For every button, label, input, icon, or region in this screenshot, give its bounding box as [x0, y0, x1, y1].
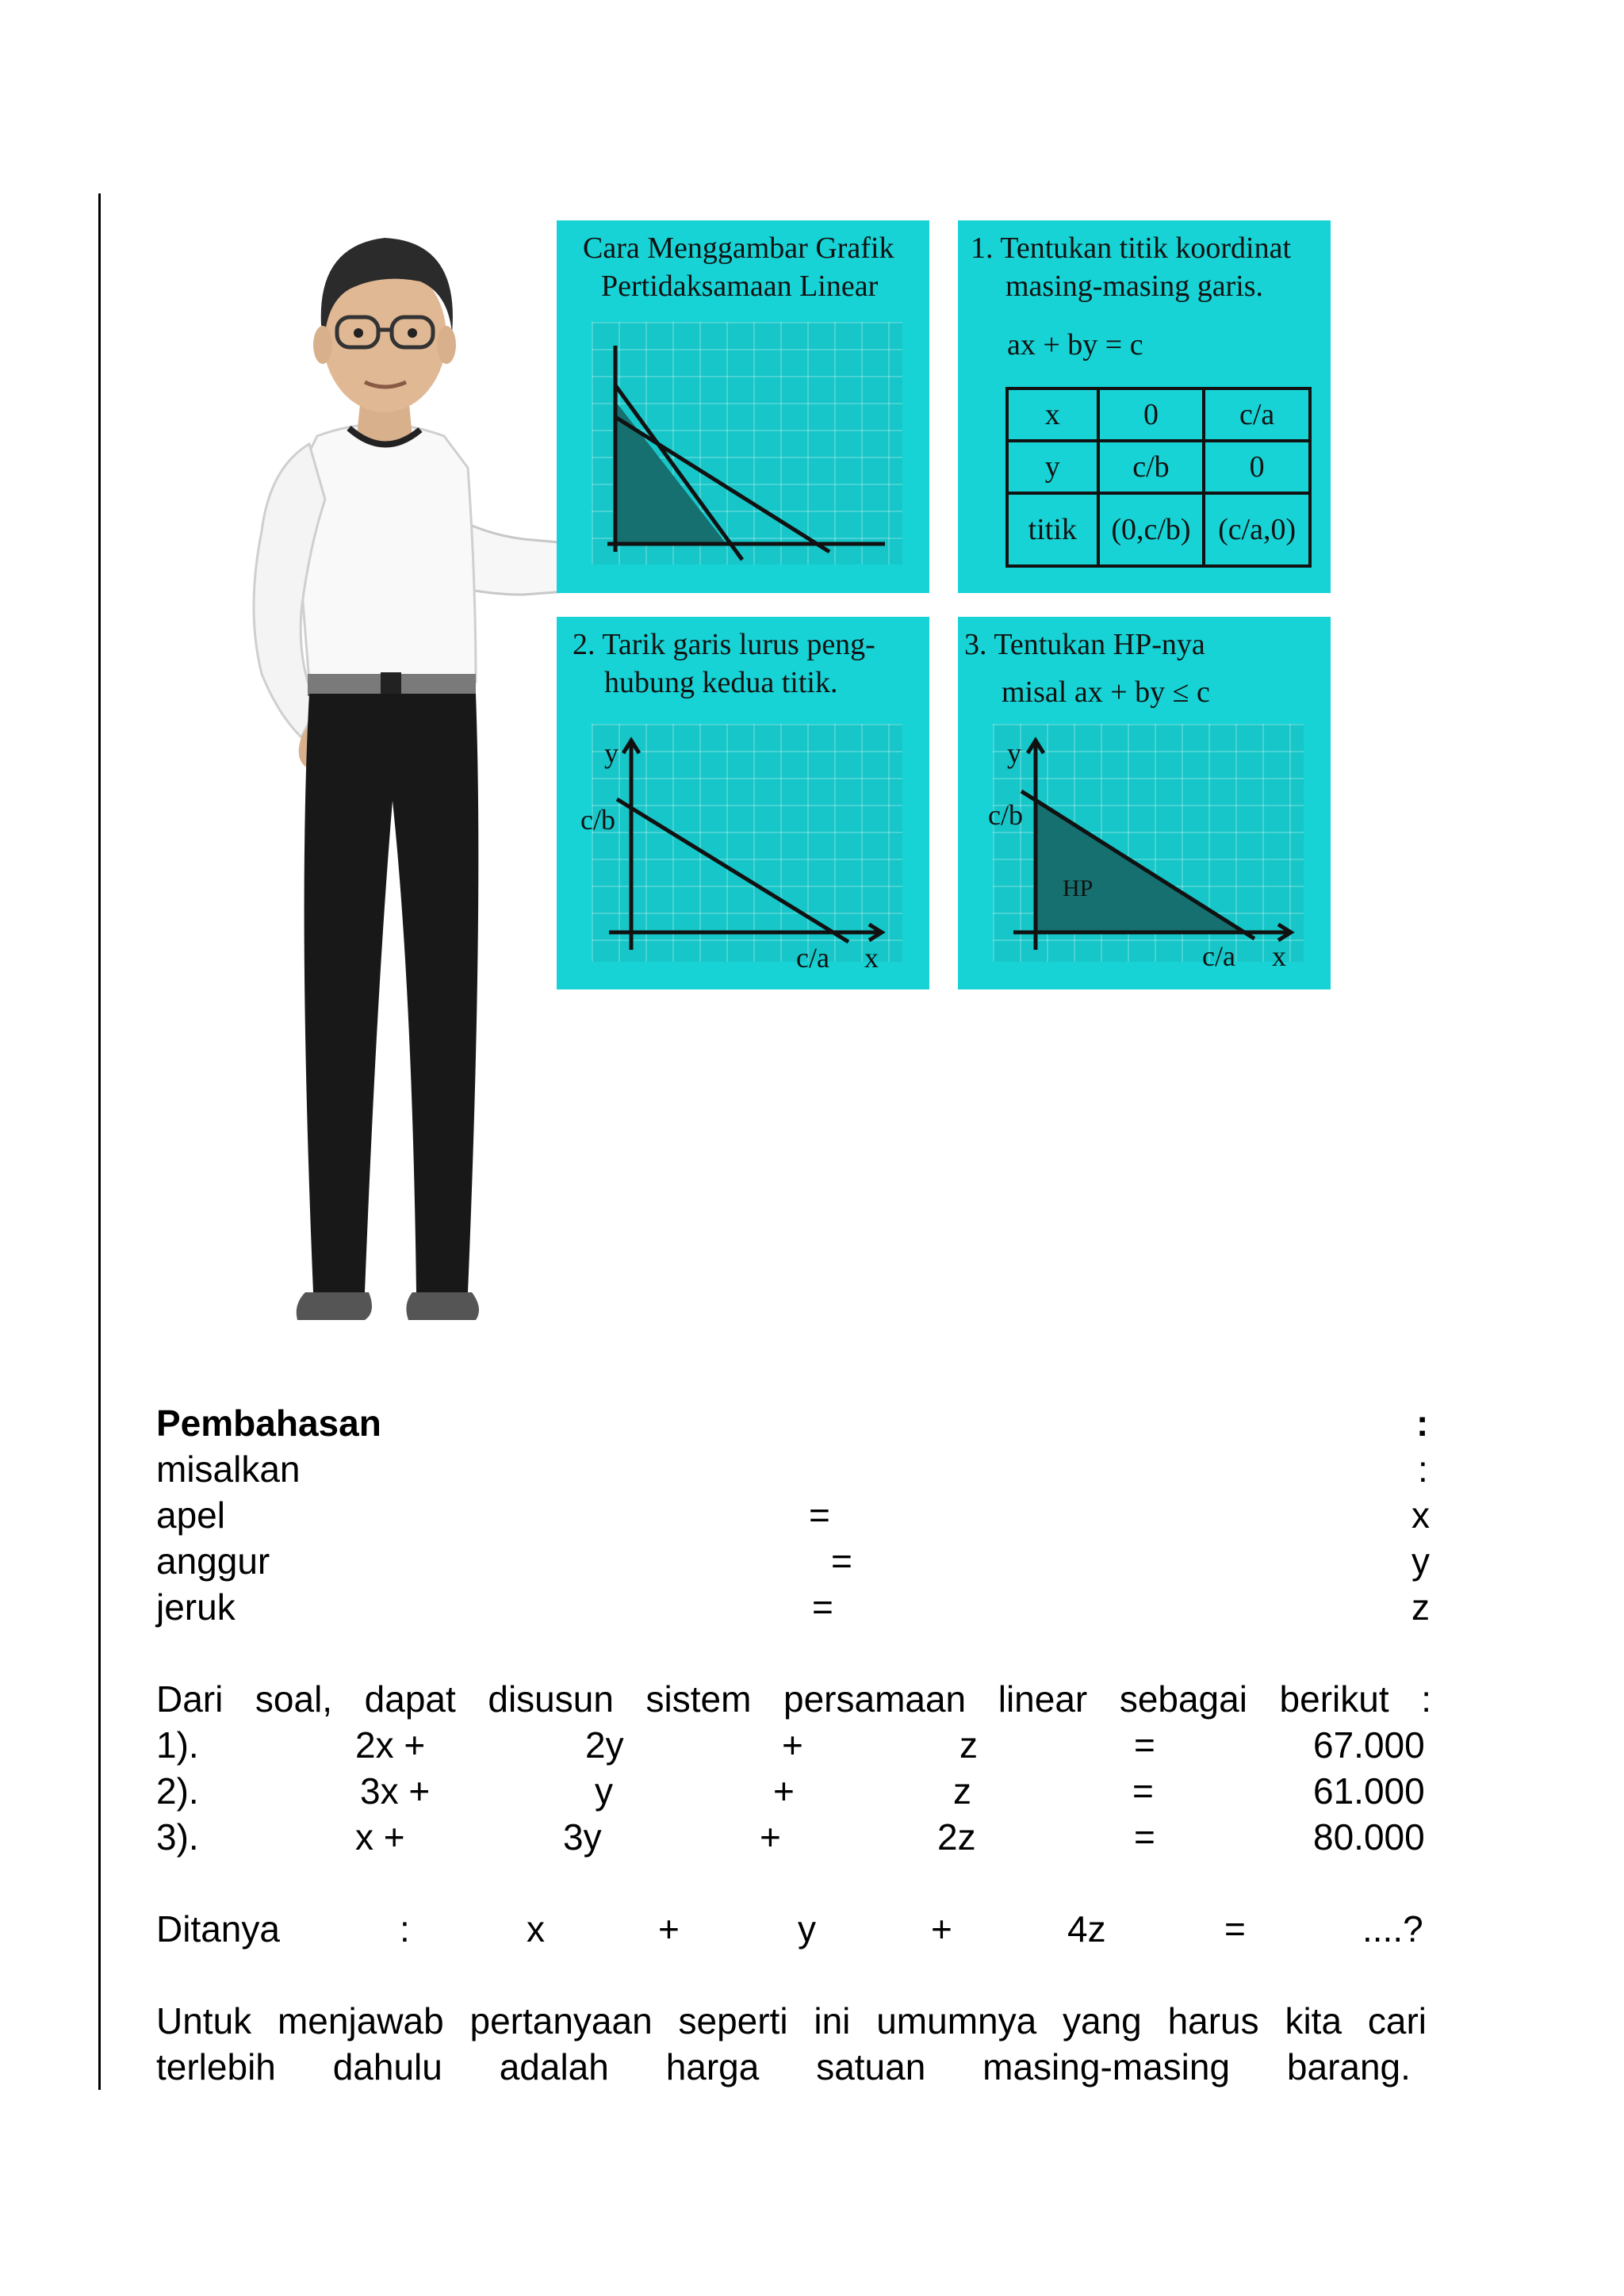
equation-term-b: 3y — [563, 1816, 602, 1858]
closing-line-2 — [156, 2045, 1411, 2088]
equation-term-a: 2x + — [355, 1724, 426, 1766]
word: umumnya — [876, 2000, 1037, 2042]
question-term: y — [798, 1908, 816, 1950]
question-plus: + — [931, 1908, 952, 1950]
equation-number: 2). — [156, 1770, 199, 1812]
word: ini — [814, 2000, 851, 2042]
panel-step1 — [958, 220, 1331, 593]
word: masing-masing — [982, 2046, 1231, 2087]
step1-line2: masing-masing garis. — [1005, 270, 1264, 303]
equation-term-b: y — [595, 1770, 613, 1812]
equation-term-c: z — [953, 1770, 971, 1812]
word: harus — [1167, 2000, 1259, 2042]
word: : — [1421, 1678, 1431, 1720]
panel-intro-graph — [592, 322, 902, 564]
step2-x-axis-label: x — [864, 942, 879, 974]
word: adalah — [499, 2046, 609, 2087]
panel-intro — [557, 220, 929, 593]
word: barang. — [1286, 2046, 1411, 2087]
question-term: x — [527, 1908, 545, 1950]
let-colon: : — [1418, 1448, 1428, 1490]
variable-symbol: y — [1411, 1540, 1430, 1582]
step3-x-axis-label: x — [1272, 940, 1286, 972]
equation-operator: + — [782, 1724, 803, 1766]
step2-y-axis-label: y — [604, 737, 619, 769]
table-cell: titik — [1007, 493, 1098, 566]
variable-name: jeruk — [156, 1586, 236, 1628]
equation-rhs: 80.000 — [1313, 1816, 1425, 1858]
table-cell: (c/a,0) — [1204, 493, 1310, 566]
word: disusun — [488, 1678, 614, 1720]
variable-equals: = — [812, 1586, 833, 1628]
word: Dari — [156, 1678, 224, 1720]
word: sebagai — [1119, 1678, 1247, 1720]
word: dapat — [364, 1678, 456, 1720]
word: sistem — [645, 1678, 752, 1720]
question-equals: = — [1224, 1908, 1246, 1950]
word: seperti — [678, 2000, 788, 2042]
variable-name: apel — [156, 1494, 225, 1536]
table-cell: x — [1007, 388, 1098, 441]
word: kita — [1285, 2000, 1342, 2042]
solution-heading: Pembahasan — [156, 1402, 381, 1444]
word: Untuk — [156, 2000, 252, 2042]
equation-operator: + — [760, 1816, 781, 1858]
step3-line2: misal ax + by ≤ c — [1002, 675, 1210, 709]
panel-step2-graph — [557, 617, 929, 989]
closing-line-1 — [156, 1999, 1427, 2042]
word: harga — [665, 2046, 760, 2087]
equation-number: 3). — [156, 1816, 199, 1858]
solution-heading-colon: : — [1416, 1402, 1429, 1444]
left-margin-line — [98, 193, 101, 2090]
panel-intro-title-line2: Pertidaksamaan Linear — [601, 270, 879, 303]
step3-line1: 3. Tentukan HP-nya — [964, 628, 1205, 661]
step2-x-intercept-label: c/a — [796, 942, 829, 974]
variable-symbol: x — [1411, 1494, 1430, 1536]
equation-term-a: x + — [355, 1816, 405, 1858]
step3-y-axis-label: y — [1007, 737, 1021, 769]
question-term: 4z — [1067, 1908, 1106, 1950]
word: linear — [998, 1678, 1088, 1720]
equation-equals: = — [1134, 1724, 1155, 1766]
variable-symbol: z — [1411, 1586, 1430, 1628]
word: soal, — [255, 1678, 333, 1720]
table-cell: c/b — [1098, 441, 1205, 493]
equation-term-b: 2y — [585, 1724, 624, 1766]
table-cell: 0 — [1098, 388, 1205, 441]
variable-equals: = — [809, 1494, 830, 1536]
table-row — [1007, 388, 1310, 441]
let-label: misalkan — [156, 1448, 301, 1490]
panel-step3 — [958, 617, 1331, 989]
equation-number: 1). — [156, 1724, 199, 1766]
word: berikut — [1279, 1678, 1389, 1720]
word: dahulu — [332, 2046, 442, 2087]
question-plus: + — [658, 1908, 680, 1950]
equation-equals: = — [1132, 1770, 1154, 1812]
word: menjawab — [277, 2000, 444, 2042]
table-row — [1007, 441, 1310, 493]
table-cell: (0,c/b) — [1098, 493, 1205, 566]
equation-term-c: 2z — [937, 1816, 976, 1858]
table-row — [1007, 493, 1310, 566]
step3-region-label: HP — [1063, 875, 1094, 901]
variable-name: anggur — [156, 1540, 270, 1582]
step2-line1: 2. Tarik garis lurus peng- — [573, 628, 875, 661]
panel-step2 — [557, 617, 929, 989]
word: yang — [1063, 2000, 1142, 2042]
step3-y-intercept-label: c/b — [988, 799, 1023, 831]
panel-step3-graph — [958, 617, 1331, 989]
step1-line1: 1. Tentukan titik koordinat — [971, 232, 1292, 265]
word: satuan — [816, 2046, 926, 2087]
equation-term-a: 3x + — [360, 1770, 431, 1812]
table-cell: c/a — [1204, 388, 1310, 441]
word: terlebih — [156, 2046, 276, 2087]
step2-y-intercept-label: c/b — [580, 804, 615, 836]
equation-rhs: 67.000 — [1313, 1724, 1425, 1766]
panel-intro-title-line1: Cara Menggambar Grafik — [583, 232, 894, 265]
word: pertanyaan — [469, 2000, 653, 2042]
equation-term-c: z — [959, 1724, 978, 1766]
table-cell: 0 — [1204, 441, 1310, 493]
coordinate-table — [1005, 387, 1312, 568]
word: persamaan — [783, 1678, 967, 1720]
step1-equation: ax + by = c — [1007, 328, 1143, 362]
word: cari — [1367, 2000, 1427, 2042]
question-answer: ....? — [1362, 1908, 1423, 1950]
variable-equals: = — [831, 1540, 852, 1582]
step2-line2: hubung kedua titik. — [604, 666, 838, 699]
question-colon: : — [400, 1908, 410, 1950]
equation-operator: + — [773, 1770, 795, 1812]
equation-equals: = — [1134, 1816, 1155, 1858]
question-label: Ditanya — [156, 1908, 280, 1950]
equation-rhs: 61.000 — [1313, 1770, 1425, 1812]
table-cell: y — [1007, 441, 1098, 493]
step3-x-intercept-label: c/a — [1202, 940, 1235, 972]
system-intro — [156, 1678, 1431, 1720]
